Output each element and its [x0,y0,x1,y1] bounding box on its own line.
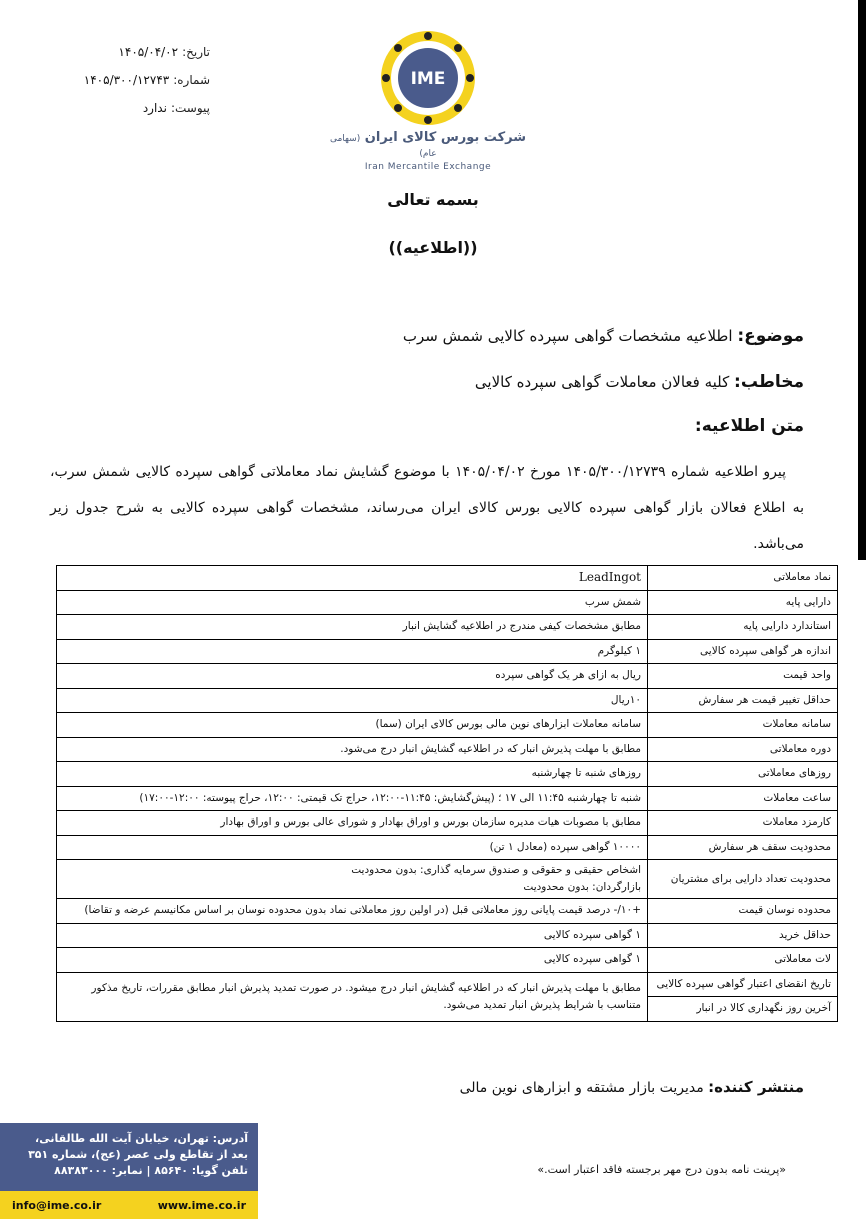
table-key-cell: محدوده نوسان قیمت [648,899,838,924]
table-value-cell: ۱۰ریال [57,688,648,713]
table-row [57,737,838,762]
audience-line [475,372,804,392]
table-value-cell: مطابق مشخصات کیفی مندرج در اطلاعیه گشایش انبار [57,615,648,640]
phone-line: تلفن گویا: ۸۵۶۴۰ | نمابر: ۸۸۳۸۳۰۰۰ [54,1164,248,1177]
table-key-cell: تاریخ انقضای اعتبار گواهی سپرده کالایی [648,972,838,997]
ime-logo-icon [380,30,476,126]
table-value-cell: شمش سرب [57,590,648,615]
company-name-fa [328,130,528,160]
address-line-1: آدرس: تهران، خیابان آیت الله طالقانی، [35,1132,248,1145]
audience-label: مخاطب: [734,372,804,392]
table-value-cell: LeadIngot [57,566,648,591]
table-row [57,590,838,615]
table-value-cell: روزهای شنبه تا چهارشنبه [57,762,648,787]
table-value-line: بازارگردان: بدون محدودیت [523,881,641,893]
table-key-cell: روزهای معاملاتی [648,762,838,787]
table-row [57,899,838,924]
table-row [57,811,838,836]
table-key-cell: نماد معاملاتی [648,566,838,591]
specification-table-body [57,566,838,1022]
table-row [57,860,838,899]
table-key-cell: لات معاملاتی [648,948,838,973]
audience-text: کلیه فعالان معاملات گواهی سپرده کالایی [474,373,730,391]
table-row [57,835,838,860]
table-key-cell: آخرین روز نگهداری کالا در انبار [648,997,838,1022]
table-key-cell: ساعت معاملات [648,786,838,811]
date-label: تاریخ: [182,45,210,59]
body-heading [695,416,804,436]
validity-note: «پرینت نامه بدون درج مهر برجسته فاقد اعتبار است.» [537,1163,786,1176]
table-key-cell: حداقل خرید [648,923,838,948]
publisher-line [460,1078,804,1096]
table-row [57,762,838,787]
table-row [57,786,838,811]
table-value-cell: +۱۰/- درصد قیمت پایانی روز معاملاتی قبل (در اولین روز معاملاتی نماد بدون محدوده نوسان بر اساس مکانیسم عرضه و تقاضا) [57,899,648,924]
number-value: ۱۴۰۵/۳۰۰/۱۲۷۴۳ [83,73,170,87]
table-row [57,948,838,973]
table-row [57,972,838,997]
subject-label: موضوع: [737,326,804,346]
publisher-label: منتشر کننده: [708,1078,804,1096]
footer-email[interactable]: info@ime.co.ir [12,1198,102,1212]
table-key-cell: حداقل تغییر قیمت هر سفارش [648,688,838,713]
table-key-cell: استاندارد دارایی پایه [648,615,838,640]
subject-text: اطلاعیه مشخصات گواهی سپرده کالایی شمش سرب [402,327,733,345]
table-value-cell: سامانه معاملات ابزارهای نوین مالی بورس کالای ایران (سما) [57,713,648,738]
publisher-text: مدیریت بازار مشتقه و ابزارهای نوین مالی [459,1080,704,1096]
table-key-cell: واحد قیمت [648,664,838,689]
company-name-fa-suffix: (سهامی عام) [329,134,437,159]
subject-line [403,326,804,346]
table-value-cell: ریال به ازای هر یک گواهی سپرده [57,664,648,689]
date-row [70,38,210,66]
footer-contact-strip [0,1191,258,1219]
table-row [57,688,838,713]
date-value: ۱۴۰۵/۰۴/۰۲ [118,45,179,59]
table-value-cell: ۱ گواهی سپرده کالایی [57,923,648,948]
number-row [70,66,210,94]
company-name-fa-text: شرکت بورس کالای ایران [364,130,527,145]
body-label: متن اطلاعیه: [694,416,804,436]
notice-heading: ((اطلاعیه)) [388,238,478,257]
table-row [57,566,838,591]
number-label: شماره: [173,73,210,87]
table-row [57,639,838,664]
table-value-cell: مطابق با مهلت پذیرش انبار که در اطلاعیه گشایش انبار درج میشود. در صورت تمدید پذیرش انبار مطابق مقررات، تاریخ مذکور متناسب با شرایط پذیرش انبار تمدید می‌شود. [57,972,648,1021]
table-row [57,615,838,640]
table-key-cell: دارایی پایه [648,590,838,615]
table-value-cell: ۱۰۰۰۰ گواهی سپرده (معادل ۱ تن) [57,835,648,860]
table-key-cell: محدودیت تعداد دارایی برای مشتریان [648,860,838,899]
table-value-cell: شنبه تا چهارشنبه ۱۱:۴۵ الی ۱۷ ؛ (پیش‌گشایش: ۱۱:۴۵-۱۲:۰۰، حراج تک قیمتی: ۱۲:۰۰، حراج پیوسته: ۱۲:۰۰-۱۷:۰۰) [57,786,648,811]
table-value-cell: ۱ کیلوگرم [57,639,648,664]
page-edge-bar [858,0,866,560]
notice-paragraph: پیرو اطلاعیه شماره ۱۴۰۵/۳۰۰/۱۲۷۳۹ مورخ ۱۴۰۵/۰۴/۰۲ با موضوع گشایش نماد معاملاتی گواهی سپرده کالایی شمش سرب، به اطلاع فعالان بازار گواهی سپرده کالایی بورس کالای ایران می‌رساند، مشخصات گواهی سپرده کالایی به شرح جدول زیر می‌باشد. [50,464,804,552]
table-row [57,713,838,738]
specification-table [56,565,838,1022]
table-value-cell: مطابق با مصوبات هیات مدیره سازمان بورس و اوراق بهادار و شورای عالی بورس و اوراق بهادار [57,811,648,836]
table-value-line: اشخاص حقیقی و حقوقی و صندوق سرمایه گذاری: بدون محدودیت [351,864,641,876]
footer-contact-box [0,1123,258,1219]
attachment-value: ندارد [142,101,167,115]
notice-body [50,454,804,562]
attachment-row [70,94,210,122]
table-value-cell: مطابق با مهلت پذیرش انبار که در اطلاعیه گشایش انبار درج می‌شود. [57,737,648,762]
company-name-en: Iran Mercantile Exchange [364,162,492,172]
table-row [57,664,838,689]
attachment-label: پیوست: [170,101,210,115]
logo-mark: IME [410,69,446,89]
footer-address [8,1131,248,1179]
address-line-2: بعد از تقاطع ولی عصر (عج)، شماره ۳۵۱ [28,1148,248,1161]
table-key-cell: محدودیت سقف هر سفارش [648,835,838,860]
table-key-cell: کارمزد معاملات [648,811,838,836]
letter-meta [70,38,210,122]
table-row [57,923,838,948]
table-key-cell: سامانه معاملات [648,713,838,738]
table-value-cell: ۱ گواهی سپرده کالایی [57,948,648,973]
bismillah-heading: بسمه تعالی [387,190,479,209]
footer-website[interactable]: www.ime.co.ir [157,1198,246,1212]
company-logo [328,30,528,172]
table-key-cell: اندازه هر گواهی سپرده کالایی [648,639,838,664]
table-key-cell: دوره معاملاتی [648,737,838,762]
table-value-cell [57,860,648,899]
